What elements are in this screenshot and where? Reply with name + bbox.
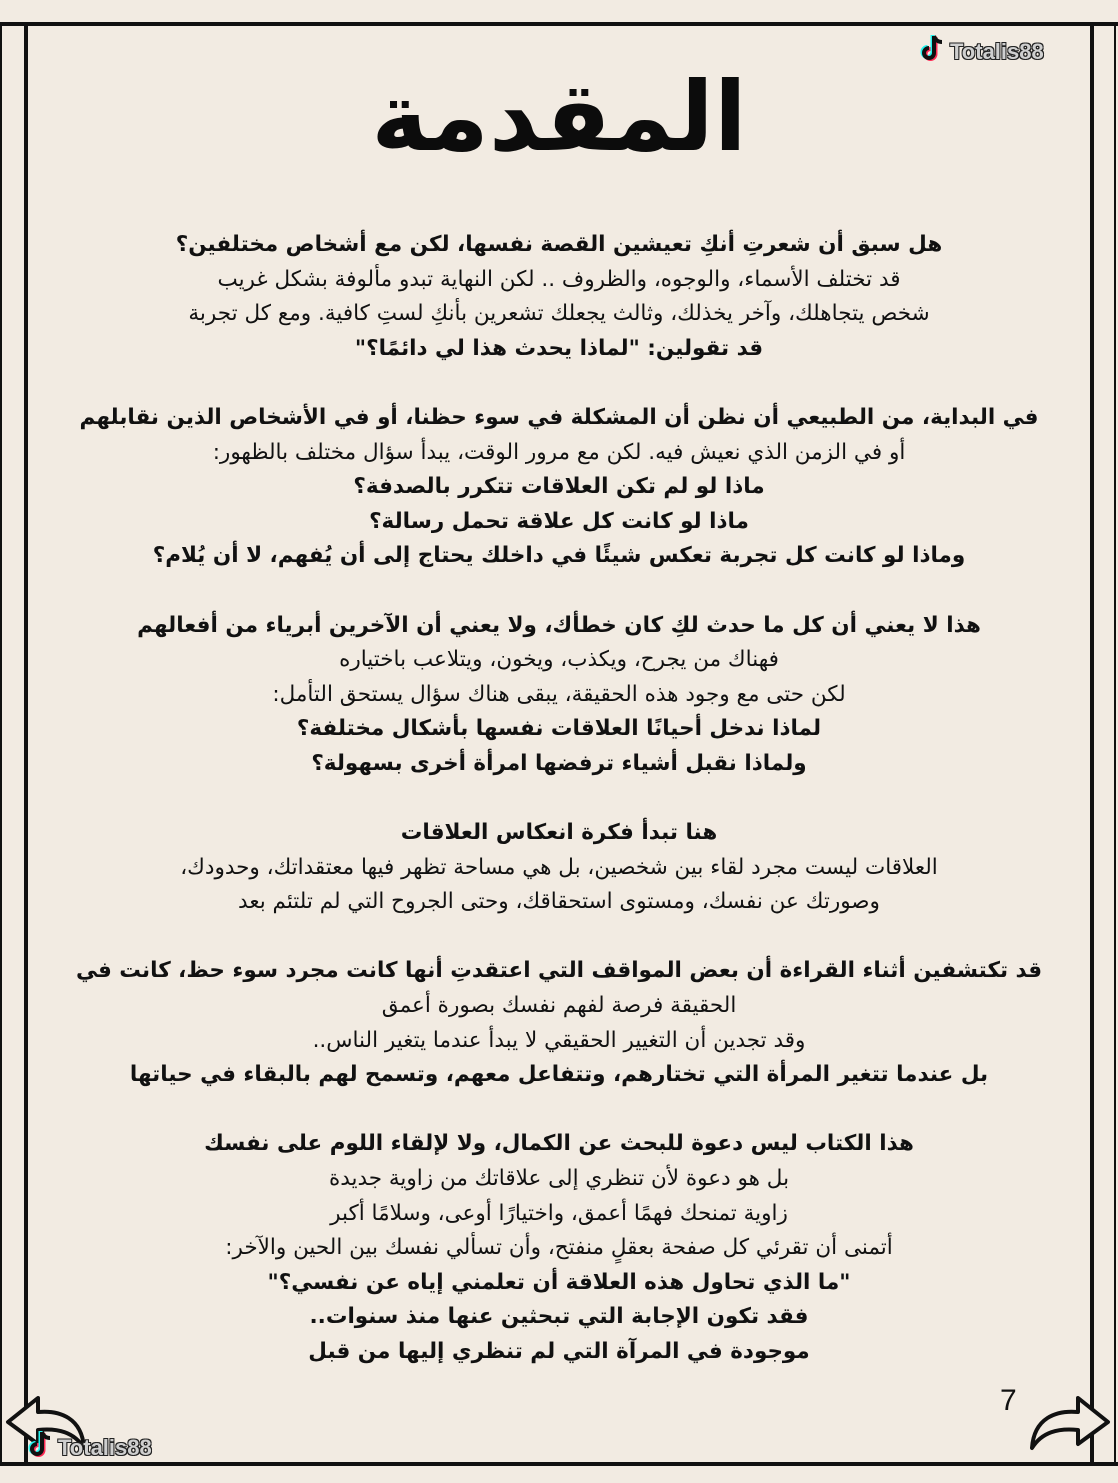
text-line: هل سبق أن شعرتِ أنكِ تعيشين القصة نفسها، لكن مع أشخاص مختلفين؟: [175, 232, 943, 257]
watermark-bottom: [28, 1430, 152, 1466]
paragraph-spacer: [60, 366, 1058, 401]
text-line: شخص يتجاهلك، وآخر يخذلك، وثالث يجعلك تشعرين بأنكِ لستِ كافية. ومع كل تجربة: [188, 301, 930, 327]
text-line: هذا لا يعني أن كل ما حدث لكِ كان خطأك، ولا يعني أن الآخرين أبرياء من أفعالهم: [137, 612, 981, 638]
text-line: ماذا لو كانت كل علاقة تحمل رسالة؟: [369, 508, 749, 534]
tiktok-icon: [28, 1430, 54, 1466]
text-line: هنا تبدأ فكرة انعكاس العلاقات: [400, 820, 718, 846]
frame-left-edge: [0, 24, 2, 1464]
text-line: وصورتك عن نفسك، ومستوى استحقاقك، وحتى الجروح التي لم تلتئم بعد: [238, 889, 880, 915]
page-number: 7: [1000, 1384, 1017, 1417]
paragraph-spacer: [60, 1093, 1058, 1128]
text-line: قد تكتشفين أثناء القراءة أن بعض المواقف التي اعتقدتِ أنها كانت مجرد سوء حظ، كانت في: [75, 958, 1043, 984]
text-line: لكن حتى مع وجود هذه الحقيقة، يبقى هناك سؤال يستحق التأمل:: [272, 681, 846, 707]
paragraph-spacer: [60, 920, 1058, 955]
text-line: وقد تجدين أن التغيير الحقيقي لا يبدأ عندما يتغير الناس..: [312, 1027, 806, 1053]
watermark-label: Totalis88: [58, 1435, 152, 1460]
text-line: أو في الزمن الذي نعيش فيه. لكن مع مرور الوقت، يبدأ سؤال مختلف بالظهور:: [212, 439, 906, 465]
frame-left-border: [24, 24, 28, 1464]
text-line: بل هو دعوة لأن تنظري إلى علاقاتك من زاوية جديدة: [328, 1166, 790, 1192]
text-line: هذا الكتاب ليس دعوة للبحث عن الكمال، ولا لإلقاء اللوم على نفسك: [204, 1131, 914, 1157]
paragraph-spacer: [60, 574, 1058, 609]
text-line: في البداية، من الطبيعي أن نظن أن المشكلة في سوء حظنا، أو في الأشخاص الذين نقابلهم: [79, 404, 1039, 430]
text-line: ماذا لو لم تكن العلاقات تتكرر بالصدفة؟: [353, 474, 765, 500]
text-line: فهناك من يجرح، ويكذب، ويخون، ويتلاعب باختياره: [339, 647, 779, 673]
text-line: أتمنى أن تقرئي كل صفحة بعقلٍ منفتح، وأن تسألي نفسك بين الحين والآخر:: [225, 1235, 893, 1261]
text-line: قد تختلف الأسماء، والوجوه، والظروف .. لكن النهاية تبدو مألوفة بشكل غريب: [217, 266, 901, 292]
frame-right-border: [1090, 24, 1094, 1464]
curved-arrow-right-icon: [1028, 1388, 1112, 1452]
watermark-label: Totalis88: [950, 39, 1044, 64]
frame-right-edge: [1114, 24, 1116, 1464]
page-title: المقدمة: [371, 61, 747, 173]
frame-top-border: [0, 22, 1118, 26]
text-line: "ما الذي تحاول هذه العلاقة أن تعلمني إياه عن نفسي؟": [267, 1269, 851, 1295]
text-line: العلاقات ليست مجرد لقاء بين شخصين، بل هي مساحة تظهر فيها معتقداتك، وحدودك،: [180, 854, 938, 880]
text-line: وماذا لو كانت كل تجربة تعكس شيئًا في داخلك يحتاج إلى أن يُفهم، لا أن يُلام؟: [152, 543, 966, 569]
text-line: فقد تكون الإجابة التي تبحثين عنها منذ سنوات..: [309, 1304, 809, 1330]
frame-bottom-border: [0, 1462, 1118, 1466]
text-line: قد تقولين: "لماذا يحدث هذا لي دائمًا؟": [354, 335, 764, 361]
text-line: موجودة في المرآة التي لم تنظري إليها من قبل: [308, 1339, 810, 1364]
text-line: الحقيقة فرصة لفهم نفسك بصورة أعمق: [381, 993, 737, 1019]
text-line: ولماذا نقبل أشياء ترفضها امرأة أخرى بسهولة؟: [311, 750, 807, 776]
text-line: بل عندما تتغير المرأة التي تختارهم، وتتفاعل معهم، وتسمح لهم بالبقاء في حياتها: [129, 1062, 989, 1088]
text-line: لماذا ندخل أحيانًا العلاقات نفسها بأشكال مختلفة؟: [296, 716, 822, 742]
paragraph-spacer: [60, 782, 1058, 817]
text-line: زاوية تمنحك فهمًا أعمق، واختيارًا أوعى، وسلامًا أكبر: [330, 1200, 788, 1226]
next-page-button[interactable]: [1028, 1388, 1112, 1456]
introduction-body: [60, 228, 1058, 1370]
